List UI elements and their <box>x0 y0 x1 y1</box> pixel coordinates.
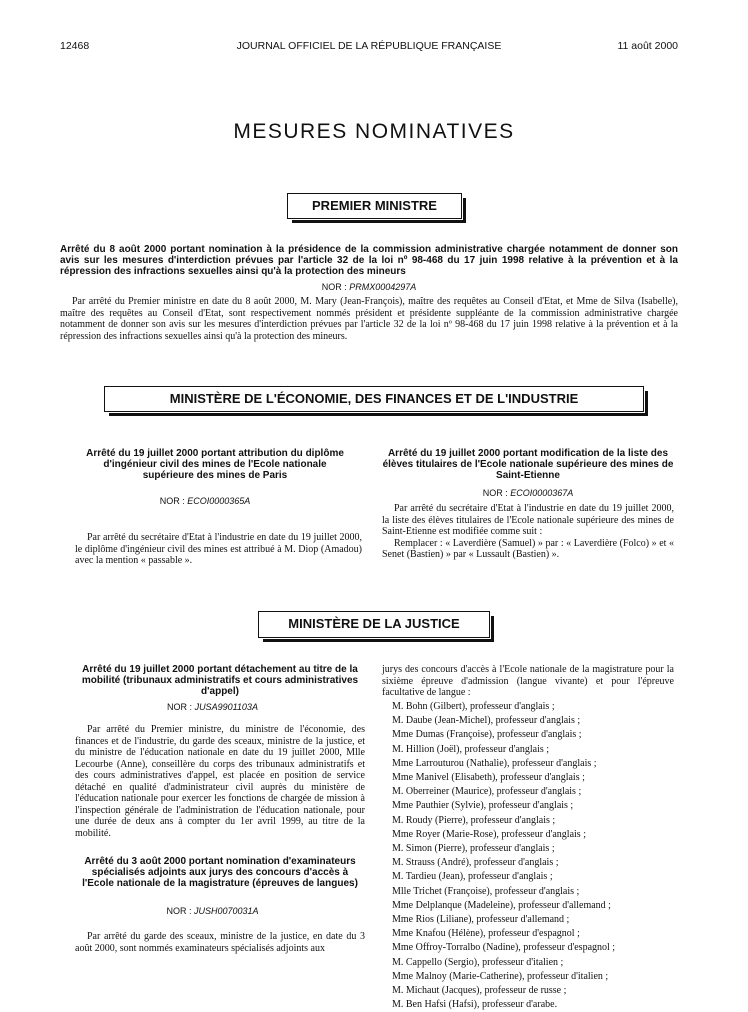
decree-paragraph: Par arrêté du Premier ministre en date du 8 août 2000, M. Mary (Jean-François), maître des requêtes au Conseil d'Etat, et Mme de Silva (Isabelle), maître des requêtes au Conseil d'Etat, sont respectivement nommés président et présidente suppléante de la commission administrative chargée notamment de donner son avis sur les mesures d'interdiction prévues par l'article 32 de la loi nº 98-468 du 17 juin 1998 relative à la prévention et à la répression des infractions sexuelles ainsi qu'à la protection des mineurs. <box>60 296 678 342</box>
running-header <box>60 40 678 54</box>
section-heading-economie <box>104 386 644 412</box>
decree-title: Arrêté du 3 août 2000 portant nomination d'examinateurs spécialisés adjoints aux jurys des concours d'accès à l'Ecole nationale de la magistrature (épreuves de langues) <box>82 856 358 889</box>
list-item: M. Tardieu (Jean), professeur d'anglais ; <box>392 871 553 883</box>
list-item: M. Bohn (Gilbert), professeur d'anglais ; <box>392 701 555 712</box>
decree-body <box>75 931 365 954</box>
list-item: M. Hillion (Joël), professeur d'anglais ; <box>392 743 550 755</box>
nor-reference <box>60 906 365 916</box>
nor-reference <box>60 702 365 712</box>
section-heading-label: MINISTÈRE DE LA JUSTICE <box>288 616 460 631</box>
decree-paragraph: Par arrêté du secrétaire d'Etat à l'industrie en date du 19 juillet 2000, la liste des élèves titulaires de l'Ecole nationale supérieure des mines de Saint-Etienne est modifiée comme suit : <box>382 503 674 537</box>
list-item: Mme Delplanque (Madeleine), professeur d'allemand ; <box>392 899 611 911</box>
nor-code: JUSA9901103A <box>194 702 258 712</box>
list-item: M. Simon (Pierre), professeur d'anglais ; <box>392 843 555 855</box>
nor-reference <box>382 488 674 498</box>
nor-label: NOR : <box>482 488 508 498</box>
page-number: 12468 <box>60 40 90 52</box>
nor-code: PRMX0004297A <box>349 282 417 292</box>
list-item: M. Strauss (André), professeur d'anglais ; <box>392 857 559 869</box>
list-item: M. Ben Hafsi (Hafsi), professeur d'arabe. <box>392 999 558 1011</box>
list-item: M. Cappello (Sergio), professeur d'italien ; <box>392 956 564 968</box>
decree-title: Arrêté du 8 août 2000 portant nomination à la présidence de la commission administrative chargée notamment de donner son avis sur les mesures d'interdiction prévues par l'article 32 de la loi nº 98-468 du 17 juin 1998 relative à la prévention et à la répression des infractions sexuelles ainsi qu'à la protection des mineurs <box>60 244 678 277</box>
decree-paragraph: Remplacer : « Laverdière (Samuel) » par : « Laverdière (Folco) » et « Senet (Bastien) » par « Lussault (Bastien) ». <box>382 537 674 560</box>
main-title: MESURES NOMINATIVES <box>233 120 515 143</box>
section-heading-premier-ministre <box>287 193 462 219</box>
decree-title: Arrêté du 19 juillet 2000 portant détachement au titre de la mobilité (tribunaux administratifs et cours administratives d'appel) <box>81 664 359 697</box>
nor-reference <box>60 496 350 506</box>
list-item: Mme Malnoy (Marie-Catherine), professeur d'italien ; <box>392 970 609 982</box>
examiner-list <box>392 700 674 1012</box>
nor-code: JUSH0070031A <box>193 906 259 916</box>
list-item: M. Oberreiner (Maurice), professeur d'anglais ; <box>392 786 582 798</box>
list-item: Mme Dumas (Françoise), professeur d'anglais ; <box>392 729 582 741</box>
list-item: Mme Royer (Marie-Rose), professeur d'anglais ; <box>392 828 586 840</box>
list-item: Mme Manivel (Elisabeth), professeur d'anglais ; <box>392 772 585 784</box>
decree-paragraph: jurys des concours d'accès à l'Ecole nationale de la magistrature pour la sixième épreuve d'admission (langue vivante) et pour l'épreuve facultative de langue : <box>382 664 674 698</box>
list-item: Mme Offroy-Torralbo (Nadine), professeur d'espagnol ; <box>392 942 616 954</box>
list-item: Mme Knafou (Hélène), professeur d'espagnol ; <box>392 928 580 940</box>
decree-paragraph: Par arrêté du Premier ministre, du ministre de l'économie, des finances et de l'industrie, du garde des sceaux, ministre de la justice, et du ministre de l'éducation nationale en date du 19 juillet 2000, Mlle Lecourbe (Anne), conseillère du corps des tribunaux administratifs et des cours administratives d'appel, est placée en position de service détaché en qualité d'administrateur civil auprès du ministère de l'éducation nationale pour exercer les fonctions de chargée de mission à l'inspection générale de l'administration de l'éducation nationale, pour une durée de deux ans à compter du 1er avril 1999, au titre de la mobilité. <box>75 724 365 839</box>
nor-label: NOR : <box>166 906 192 916</box>
journal-title: JOURNAL OFFICIEL DE LA RÉPUBLIQUE FRANÇAISE <box>236 40 502 52</box>
decree-title: Arrêté du 19 juillet 2000 portant attribution du diplôme d'ingénieur civil des mines de l'Ecole nationale supérieure des mines de Paris <box>86 448 344 481</box>
section-heading-justice <box>258 611 490 638</box>
list-item: Mme Larrouturou (Nathalie), professeur d'anglais ; <box>392 757 597 769</box>
decree-paragraph: Par arrêté du garde des sceaux, ministre de la justice, en date du 3 août 2000, sont nommés examinateurs spécialisés adjoints aux <box>75 931 365 954</box>
list-item: Mme Pauthier (Sylvie), professeur d'anglais ; <box>392 800 574 812</box>
section-heading-label: MINISTÈRE DE L'ÉCONOMIE, DES FINANCES ET DE L'INDUSTRIE <box>169 391 579 406</box>
list-item: Mme Rios (Liliane), professeur d'allemand ; <box>392 914 570 926</box>
nor-label: NOR : <box>167 702 193 712</box>
decree-body <box>75 532 362 567</box>
list-item: M. Michaut (Jacques), professeur de russe ; <box>392 985 567 997</box>
issue-date: 11 août 2000 <box>617 40 678 52</box>
decree-title: Arrêté du 19 juillet 2000 portant modification de la liste des élèves titulaires de l'Ecole nationale supérieure des mines de Saint-Etienne <box>382 448 674 481</box>
decree-body <box>60 296 678 342</box>
nor-reference <box>60 282 678 292</box>
decree-paragraph: Par arrêté du secrétaire d'Etat à l'industrie en date du 19 juillet 2000, le diplôme d'ingénieur civil des mines est attribué à M. Diop (Amadou) avec la mention « passable ». <box>75 532 362 566</box>
list-item: M. Roudy (Pierre), professeur d'anglais ; <box>392 814 556 826</box>
nor-label: NOR : <box>159 496 185 506</box>
nor-code: ECOI0000365A <box>187 496 251 506</box>
examiners-intro <box>382 664 674 699</box>
list-item: M. Daube (Jean-Michel), professeur d'anglais ; <box>392 715 581 727</box>
section-heading-label: PREMIER MINISTRE <box>312 198 437 213</box>
nor-code: ECOI0000367A <box>510 488 574 498</box>
decree-body <box>382 503 674 561</box>
nor-label: NOR : <box>321 282 347 292</box>
list-item: Mlle Trichet (Françoise), professeur d'anglais ; <box>392 885 580 897</box>
decree-body <box>75 724 365 839</box>
